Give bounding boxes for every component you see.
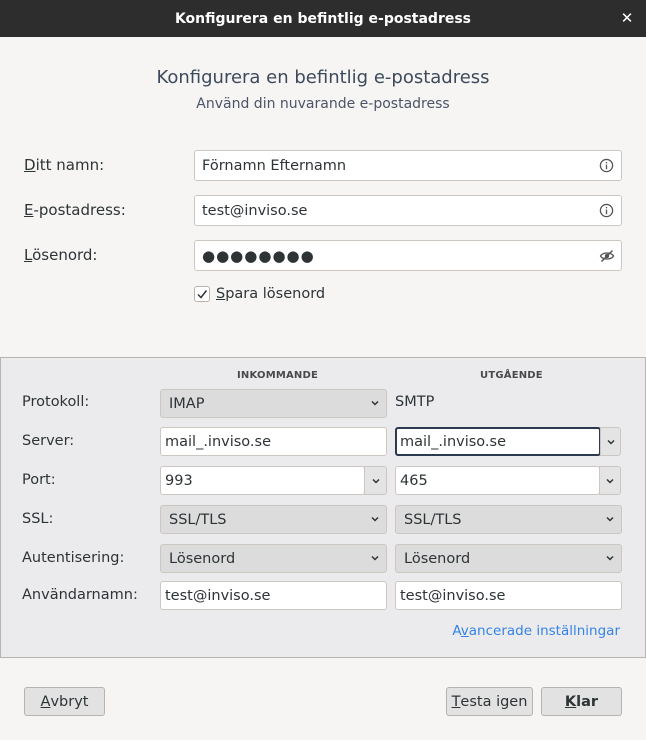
port-incoming-dropdown[interactable] <box>364 466 387 495</box>
name-value: Förnamn Efternamn <box>202 157 347 174</box>
username-outgoing-input[interactable] <box>395 581 622 610</box>
email-label: E-postadress: <box>24 201 126 219</box>
ssl-outgoing-select[interactable] <box>395 505 622 534</box>
auth-outgoing-value: Lösenord <box>404 550 471 567</box>
cancel-button[interactable]: A vbryt <box>24 687 105 716</box>
ssl-outgoing-value: SSL/TLS <box>404 511 462 528</box>
chevron-down-icon <box>606 437 616 447</box>
ssl-incoming-select[interactable] <box>160 505 387 534</box>
ssl-incoming-value: SSL/TLS <box>169 511 227 528</box>
incoming-header: INKOMMANDE <box>237 370 319 381</box>
port-label: Port: <box>22 472 56 488</box>
chevron-down-icon <box>605 553 615 563</box>
auth-incoming-value: Lösenord <box>169 550 236 567</box>
page-heading: Konfigurera en befintlig e-postadress <box>156 67 490 88</box>
chevron-down-icon <box>370 398 380 408</box>
chevron-down-icon <box>605 476 615 486</box>
server-label: Server: <box>22 433 75 449</box>
info-icon[interactable] <box>598 157 615 174</box>
password-label: Lösenord: <box>24 246 98 264</box>
outgoing-header: UTGÅENDE <box>480 370 543 381</box>
port-incoming-value: 993 <box>165 472 193 489</box>
save-password-label: Spara lösenord <box>216 286 326 302</box>
protocol-incoming-select[interactable] <box>160 389 387 418</box>
protocol-outgoing-value: SMTP <box>395 394 435 410</box>
chevron-down-icon <box>371 476 381 486</box>
protocol-label: Protokoll: <box>22 394 90 410</box>
close-icon[interactable]: ✕ <box>620 9 634 27</box>
auth-label: Autentisering: <box>22 550 125 566</box>
done-button[interactable]: K lar <box>541 687 622 716</box>
name-field[interactable] <box>194 150 622 181</box>
port-outgoing-value: 465 <box>400 472 428 489</box>
username-incoming-input[interactable] <box>160 581 387 610</box>
auth-outgoing-select[interactable] <box>395 544 622 573</box>
eye-hidden-icon[interactable] <box>598 247 615 264</box>
chevron-down-icon <box>370 553 380 563</box>
port-incoming-input[interactable] <box>160 466 365 495</box>
username-outgoing-value: test@inviso.se <box>400 587 506 604</box>
server-outgoing-input[interactable] <box>395 427 601 456</box>
email-value: test@inviso.se <box>202 202 308 219</box>
protocol-incoming-value: IMAP <box>169 395 205 412</box>
title-bar <box>0 0 646 37</box>
checkmark-icon <box>196 288 208 300</box>
username-incoming-value: test@inviso.se <box>165 587 271 604</box>
server-incoming-input[interactable] <box>160 427 387 456</box>
chevron-down-icon <box>370 514 380 524</box>
auth-incoming-select[interactable] <box>160 544 387 573</box>
page-subheading: Använd din nuvarande e-postadress <box>196 96 450 112</box>
name-label: Ditt namn: <box>24 156 105 174</box>
save-password-checkbox[interactable] <box>194 286 210 302</box>
info-icon[interactable] <box>598 202 615 219</box>
password-field[interactable] <box>194 240 622 271</box>
email-field[interactable] <box>194 195 622 226</box>
server-outgoing-dropdown[interactable] <box>600 427 621 456</box>
ssl-label: SSL: <box>22 511 54 527</box>
chevron-down-icon <box>605 514 615 524</box>
server-outgoing-value: mail_.inviso.se <box>400 433 507 450</box>
window-title: Konfigurera en befintlig e-postadress <box>174 10 472 27</box>
retest-button[interactable]: T esta igen <box>446 687 533 716</box>
server-settings-panel <box>0 357 646 658</box>
save-password-row[interactable] <box>194 286 325 302</box>
password-value: ●●●●●●●● <box>202 246 315 265</box>
server-incoming-value: mail_.inviso.se <box>165 433 272 450</box>
port-outgoing-input[interactable] <box>395 466 600 495</box>
port-outgoing-dropdown[interactable] <box>599 466 621 495</box>
advanced-settings-link[interactable]: Avancerade inställningar <box>452 623 620 639</box>
username-label: Användarnamn: <box>22 587 138 603</box>
